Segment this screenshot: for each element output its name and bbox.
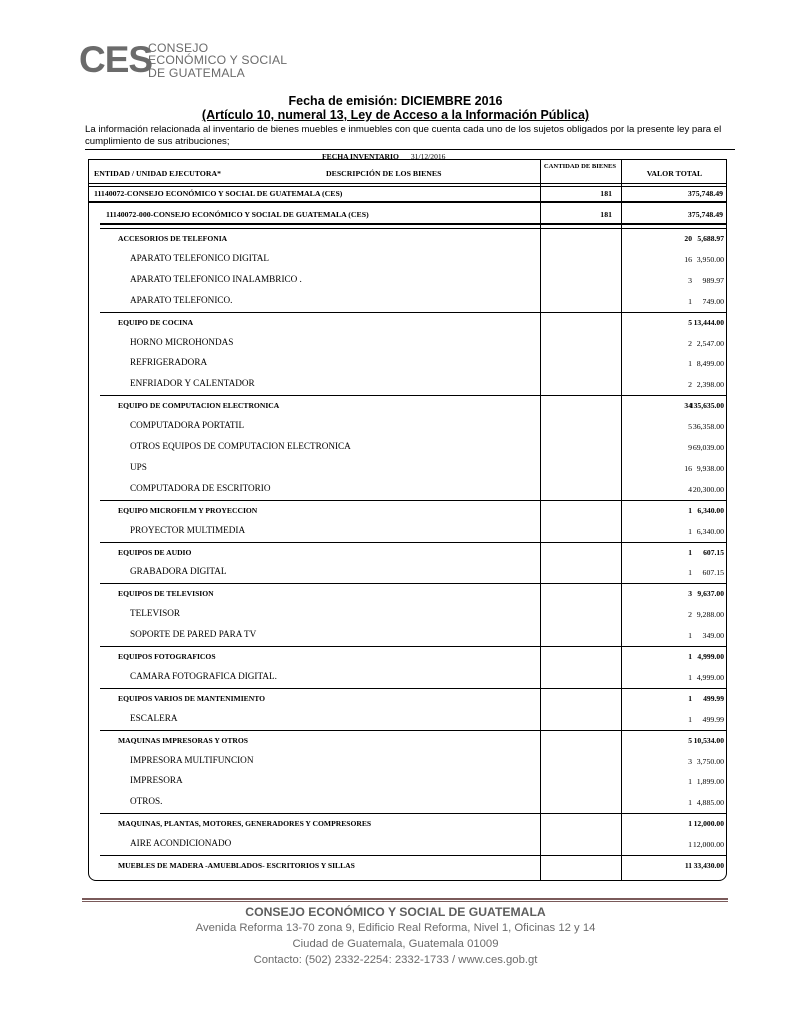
item-quantity: 4 bbox=[688, 484, 692, 494]
category-value: 33,430.00 bbox=[693, 861, 724, 870]
item-description: CAMARA FOTOGRAFICA DIGITAL. bbox=[130, 670, 277, 681]
category-quantity: 3 bbox=[688, 589, 692, 599]
item-row bbox=[88, 792, 727, 813]
category-value: 12,000.00 bbox=[693, 819, 724, 829]
category-description: EQUIPOS FOTOGRAFICOS bbox=[118, 652, 216, 661]
category-description: EQUIPOS DE AUDIO bbox=[118, 547, 192, 557]
category-row bbox=[100, 583, 727, 605]
item-quantity: 9 bbox=[688, 443, 692, 452]
item-quantity: 1 bbox=[688, 777, 692, 787]
item-value: 349.00 bbox=[702, 631, 724, 641]
item-description: REFRIGERADORA bbox=[130, 357, 208, 368]
footer-org-name: CONSEJO ECONÓMICO Y SOCIAL DE GUATEMALA bbox=[245, 905, 546, 919]
item-quantity: 1 bbox=[688, 672, 692, 682]
footer-divider bbox=[82, 898, 728, 900]
item-description: COMPUTADORA DE ESCRITORIO bbox=[130, 482, 271, 493]
item-description: SOPORTE DE PARED PARA TV bbox=[130, 629, 257, 640]
unit-value: 375,748.49 bbox=[687, 210, 723, 219]
item-value: 3,950.00 bbox=[696, 254, 724, 264]
item-value: 607.15 bbox=[702, 568, 724, 578]
entity-qty: 181 bbox=[600, 189, 612, 198]
item-quantity: 2 bbox=[688, 338, 692, 348]
category-row bbox=[100, 855, 727, 877]
item-row bbox=[88, 291, 727, 312]
item-quantity: 1 bbox=[688, 798, 692, 808]
item-row bbox=[88, 333, 727, 354]
category-description: MUEBLES DE MADERA -AMUEBLADOS- ESCRITORIOS Y SILLAS bbox=[118, 861, 355, 870]
category-value: 607.15 bbox=[703, 547, 724, 557]
logo-line: DE GUATEMALA bbox=[148, 65, 245, 80]
category-quantity: 1 bbox=[688, 652, 692, 661]
category-quantity: 1 bbox=[688, 547, 692, 557]
item-description: ENFRIADOR Y CALENTADOR bbox=[130, 378, 255, 389]
item-quantity: 5 bbox=[688, 422, 692, 432]
category-quantity: 1 bbox=[688, 693, 692, 703]
item-quantity: 3 bbox=[688, 756, 692, 766]
item-value: 36,358.00 bbox=[692, 422, 724, 432]
row-divider bbox=[88, 186, 727, 187]
item-row bbox=[88, 353, 727, 374]
item-row bbox=[88, 625, 727, 646]
category-description: MAQUINAS, PLANTAS, MOTORES, GENERADORES Y COMPRESORES bbox=[118, 819, 372, 829]
category-value: 499.99 bbox=[703, 693, 724, 703]
item-row bbox=[88, 416, 727, 437]
item-quantity: 16 bbox=[684, 463, 692, 473]
category-description: MAQUINAS IMPRESORAS Y OTROS bbox=[118, 735, 249, 745]
item-quantity: 1 bbox=[688, 714, 692, 724]
item-row bbox=[88, 521, 727, 542]
entity-value: 375,748.49 bbox=[687, 189, 723, 198]
item-description: IMPRESORA bbox=[130, 775, 183, 786]
logo-line: ECONÓMICO Y SOCIAL bbox=[148, 53, 288, 68]
logo-line: CONSEJO bbox=[148, 41, 209, 55]
item-row bbox=[88, 771, 727, 792]
category-row bbox=[100, 228, 727, 250]
item-description: IMPRESORA MULTIFUNCION bbox=[130, 754, 254, 765]
column-header-description: DESCRIPCIÓN DE LOS BIENES bbox=[326, 169, 442, 178]
item-row bbox=[88, 667, 727, 688]
category-row bbox=[100, 500, 727, 522]
item-quantity: 2 bbox=[688, 380, 692, 390]
item-description: HORNO MICROHONDAS bbox=[130, 336, 234, 347]
footer-contact: Contacto: (502) 2332-2254: 2332-1733 / www.ces.gob.gt bbox=[253, 954, 538, 966]
item-quantity: 1 bbox=[688, 631, 692, 641]
item-value: 2,398.00 bbox=[696, 380, 724, 390]
row-divider-thick bbox=[88, 201, 727, 203]
category-row bbox=[100, 542, 727, 564]
logo-text bbox=[148, 42, 287, 79]
category-description: EQUIPO DE COMPUTACION ELECTRONICA bbox=[118, 401, 280, 411]
item-row bbox=[88, 479, 727, 500]
category-row bbox=[100, 813, 727, 835]
item-value: 989.97 bbox=[702, 275, 724, 285]
item-description: COMPUTADORA PORTATIL bbox=[130, 420, 245, 431]
item-row bbox=[88, 709, 727, 730]
item-value: 9,938.00 bbox=[696, 463, 724, 473]
item-quantity: 1 bbox=[688, 359, 692, 369]
item-quantity: 1 bbox=[688, 840, 692, 850]
category-value: 5,688.97 bbox=[697, 234, 724, 243]
item-row bbox=[88, 249, 727, 270]
category-row bbox=[100, 688, 727, 710]
item-description: APARATO TELEFONICO DIGITAL bbox=[130, 252, 269, 263]
item-row bbox=[88, 604, 727, 625]
category-row bbox=[100, 395, 727, 417]
item-description: AIRE ACONDICIONADO bbox=[130, 838, 232, 849]
item-description: UPS bbox=[130, 461, 147, 472]
category-value: 13,444.00 bbox=[693, 317, 724, 327]
item-row bbox=[88, 374, 727, 395]
item-row bbox=[88, 751, 727, 772]
item-value: 4,885.00 bbox=[696, 798, 724, 808]
category-quantity: 34 bbox=[684, 401, 692, 411]
category-row bbox=[100, 312, 727, 334]
category-description: EQUIPOS DE TELEVISION bbox=[118, 589, 214, 599]
item-value: 2,547.00 bbox=[696, 338, 724, 348]
category-value: 6,340.00 bbox=[697, 505, 724, 515]
entity-name: 11140072-CONSEJO ECONÓMICO Y SOCIAL DE GUATEMALA (CES) bbox=[94, 189, 343, 198]
category-quantity: 1 bbox=[688, 505, 692, 515]
category-quantity: 1 bbox=[688, 819, 692, 829]
item-row bbox=[88, 270, 727, 291]
item-row bbox=[88, 458, 727, 479]
issue-date-title: Fecha de emisión: DICIEMBRE 2016 bbox=[288, 94, 503, 108]
item-description: APARATO TELEFONICO. bbox=[130, 294, 233, 305]
item-value: 499.99 bbox=[702, 714, 724, 724]
item-row bbox=[88, 437, 727, 458]
item-row bbox=[88, 562, 727, 583]
unit-qty: 181 bbox=[600, 210, 612, 219]
category-quantity: 5 bbox=[688, 735, 692, 745]
row-divider-thick bbox=[100, 223, 727, 225]
footer-address: Avenida Reforma 13-70 zona 9, Edificio Real Reforma, Nivel 1, Oficinas 12 y 14 bbox=[195, 922, 596, 934]
item-value: 6,340.00 bbox=[696, 526, 724, 536]
item-value: 8,499.00 bbox=[696, 359, 724, 369]
category-value: 4,999.00 bbox=[697, 652, 724, 661]
inventory-date-value: 31/12/2016 bbox=[410, 152, 446, 161]
item-value: 20,300.00 bbox=[692, 484, 724, 494]
category-description: ACCESORIOS DE TELEFONIA bbox=[118, 234, 228, 243]
column-header-value: VALOR TOTAL bbox=[646, 169, 703, 178]
item-description: APARATO TELEFONICO INALAMBRICO . bbox=[130, 273, 302, 284]
legal-reference-title: (Artículo 10, numeral 13, Ley de Acceso a la Información Pública) bbox=[201, 108, 590, 122]
item-quantity: 2 bbox=[688, 610, 692, 620]
item-value: 12,000.00 bbox=[692, 840, 724, 850]
item-quantity: 1 bbox=[688, 296, 692, 306]
category-description: EQUIPO DE COCINA bbox=[118, 317, 194, 327]
item-value: 9,288.00 bbox=[696, 610, 724, 620]
unit-name: 11140072-000-CONSEJO ECONÓMICO Y SOCIAL DE GUATEMALA (CES) bbox=[106, 210, 369, 219]
item-description: OTROS EQUIPOS DE COMPUTACION ELECTRONICA bbox=[130, 441, 351, 451]
category-quantity: 5 bbox=[688, 317, 692, 327]
item-quantity: 16 bbox=[684, 254, 692, 264]
logo-mark: CES bbox=[79, 39, 153, 80]
header-divider bbox=[88, 183, 727, 184]
item-quantity: 3 bbox=[688, 275, 692, 285]
item-value: 1,899.00 bbox=[696, 777, 724, 787]
item-value: 749.00 bbox=[702, 296, 724, 306]
category-quantity: 11 bbox=[684, 861, 692, 870]
item-description: ESCALERA bbox=[130, 712, 178, 723]
column-header-entity: ENTIDAD / UNIDAD EJECUTORA* bbox=[94, 169, 222, 178]
inventory-date-label: FECHA INVENTARIO bbox=[322, 152, 399, 161]
category-value: 135,635.00 bbox=[689, 401, 724, 411]
item-quantity: 1 bbox=[688, 568, 692, 578]
category-row bbox=[100, 730, 727, 752]
item-description: TELEVISOR bbox=[130, 608, 181, 619]
item-value: 4,999.00 bbox=[696, 672, 724, 682]
footer-city: Ciudad de Guatemala, Guatemala 01009 bbox=[292, 938, 499, 950]
item-row bbox=[88, 834, 727, 855]
item-quantity: 1 bbox=[688, 526, 692, 536]
item-description: OTROS. bbox=[130, 796, 163, 807]
divider bbox=[85, 149, 735, 150]
item-description: GRABADORA DIGITAL bbox=[130, 566, 227, 577]
footer-divider bbox=[82, 901, 728, 902]
category-row bbox=[100, 646, 727, 668]
column-header-quantity: CANTIDAD DE BIENES bbox=[543, 163, 617, 170]
item-value: 69,039.00 bbox=[692, 443, 724, 452]
category-value: 9,637.00 bbox=[697, 589, 724, 599]
category-quantity: 20 bbox=[684, 234, 692, 243]
item-description: PROYECTOR MULTIMEDIA bbox=[130, 524, 246, 535]
category-description: EQUIPOS VARIOS DE MANTENIMIENTO bbox=[118, 693, 266, 703]
intro-paragraph: La información relacionada al inventario de bienes muebles e inmuebles con que cuenta cada uno de los sujetos obligados por la presente ley para el cumplimiento de sus atribuciones; bbox=[85, 124, 722, 147]
category-value: 10,534.00 bbox=[693, 735, 724, 745]
category-description: EQUIPO MICROFILM Y PROYECCION bbox=[118, 505, 258, 515]
item-value: 3,750.00 bbox=[696, 756, 724, 766]
